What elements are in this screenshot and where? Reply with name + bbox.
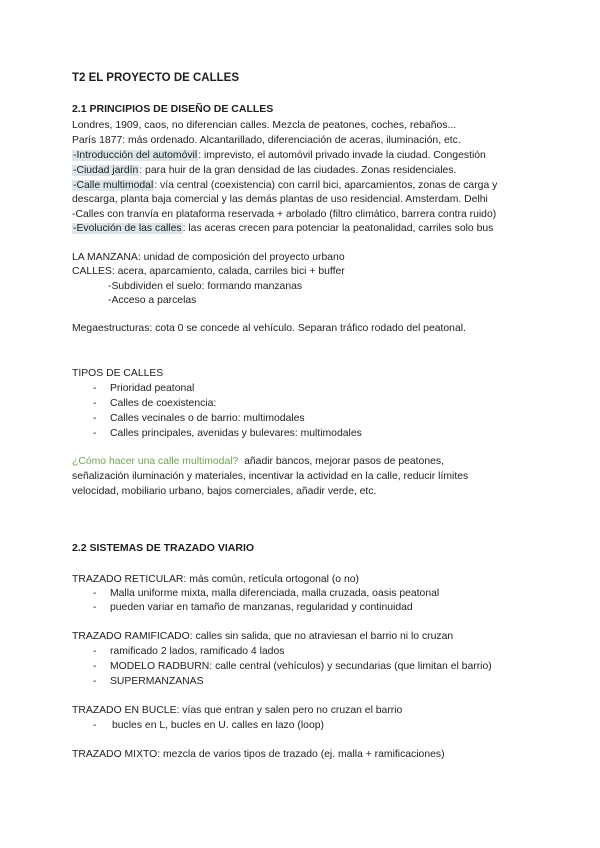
paragraph-line: descarga, planta baja comercial y las demás plantas de uso residencial. Amsterdam. Delhi	[72, 194, 488, 205]
term-description: : para huir de la gran densidad de las ciudades. Zonas residenciales.	[139, 165, 457, 176]
paragraph-line: Londres, 1909, caos, no diferencian calles. Mezcla de peatones, coches, rebaños...	[72, 120, 457, 131]
bullet-dash: -	[93, 588, 97, 599]
bullet-dash: -	[93, 676, 97, 687]
paragraph-line	[72, 178, 497, 193]
tipos-heading: TIPOS DE CALLES	[72, 368, 164, 379]
highlighted-term: -Calle multimodal	[73, 180, 154, 191]
section-heading-2-2: 2.2 SISTEMAS DE TRAZADO VIARIO	[72, 542, 255, 554]
multimodal-answer-line: velocidad, mobiliario urbano, bajos comerciales, añadir verde, etc.	[72, 486, 377, 497]
multimodal-answer-line: señalización iluminación y materiales, incentivar la actividad en la calle, reducir límites	[72, 471, 469, 482]
megaestructuras-line: Megaestructuras: cota 0 se concede al vehículo. Separan tráfico rodado del peatonal.	[72, 323, 466, 334]
section-heading-2-1: 2.1 PRINCIPIOS DE DISEÑO DE CALLES	[72, 103, 274, 115]
calles-sub-item: -Acceso a parcelas	[108, 295, 197, 306]
list-item: Prioridad peatonal	[110, 383, 195, 394]
list-item: Malla uniforme mixta, malla diferenciada, malla cruzada, oasis peatonal	[110, 588, 440, 599]
bullet-dash: -	[93, 428, 97, 439]
multimodal-question: ¿Cómo hacer una calle multimodal?	[72, 456, 239, 467]
calles-sub-item: -Subdividen el suelo: formando manzanas	[108, 281, 303, 292]
list-item: Calles vecinales o de barrio: multimodales	[110, 413, 305, 424]
paragraph-line: -Calles con tranvía en plataforma reservada + arbolado (filtro climático, barrera contra ruido)	[72, 209, 497, 220]
bullet-dash: -	[93, 413, 97, 424]
manzana-line: LA MANZANA: unidad de composición del proyecto urbano	[72, 252, 345, 263]
term-description: : imprevisto, el automóvil privado invade la ciudad. Congestión	[198, 150, 486, 161]
calles-line: CALLES: acera, aparcamiento, calada, carriles bici + buffer	[72, 266, 345, 277]
list-item: SUPERMANZANAS	[110, 676, 204, 687]
page-title: T2 EL PROYECTO DE CALLES	[72, 72, 239, 84]
bullet-dash: -	[93, 398, 97, 409]
highlighted-term: -Ciudad jardín	[73, 165, 139, 176]
bullet-dash: -	[93, 661, 97, 672]
bullet-dash: -	[93, 720, 97, 731]
bullet-dash: -	[93, 383, 97, 394]
list-item: MODELO RADBURN: calle central (vehículos) y secundarias (que limitan el barrio)	[110, 661, 492, 672]
trazado-reticular: TRAZADO RETICULAR: más común, retícula ortogonal (o no)	[72, 574, 359, 585]
list-item: Calles principales, avenidas y bulevares: multimodales	[110, 428, 362, 439]
paragraph-line	[72, 148, 486, 163]
highlighted-term: -Evolución de las calles	[73, 223, 182, 234]
list-item: ramificado 2 lados, ramificado 4 lados	[110, 646, 285, 657]
multimodal-answer: añadir bancos, mejorar pasos de peatones,	[244, 456, 444, 467]
highlighted-term: -Introducción del automóvil	[73, 150, 198, 161]
paragraph-line: París 1877: más ordenado. Alcantarillado, diferenciación de aceras, iluminación, etc.	[72, 135, 461, 146]
bullet-dash: -	[93, 602, 97, 613]
multimodal-line	[72, 454, 444, 469]
term-description: : vía central (coexistencia) con carril bici, aparcamientos, zonas de carga y	[154, 180, 498, 191]
term-description: : las aceras crecen para potenciar la peatonalidad, carriles solo bus	[182, 223, 494, 234]
list-item: pueden variar en tamaño de manzanas, regularidad y continuidad	[110, 602, 413, 613]
list-item: bucles en L, bucles en U. calles en lazo (loop)	[112, 720, 324, 731]
paragraph-line	[72, 221, 493, 236]
bullet-dash: -	[93, 646, 97, 657]
trazado-bucle: TRAZADO EN BUCLE: vías que entran y salen pero no cruzan el barrio	[72, 705, 403, 716]
trazado-mixto: TRAZADO MIXTO: mezcla de varios tipos de trazado (ej. malla + ramificaciones)	[72, 749, 445, 760]
paragraph-line	[72, 163, 456, 178]
trazado-ramificado: TRAZADO RAMIFICADO: calles sin salida, que no atraviesan el barrio ni lo cruzan	[72, 631, 454, 642]
list-item: Calles de coexistencia:	[110, 398, 217, 409]
